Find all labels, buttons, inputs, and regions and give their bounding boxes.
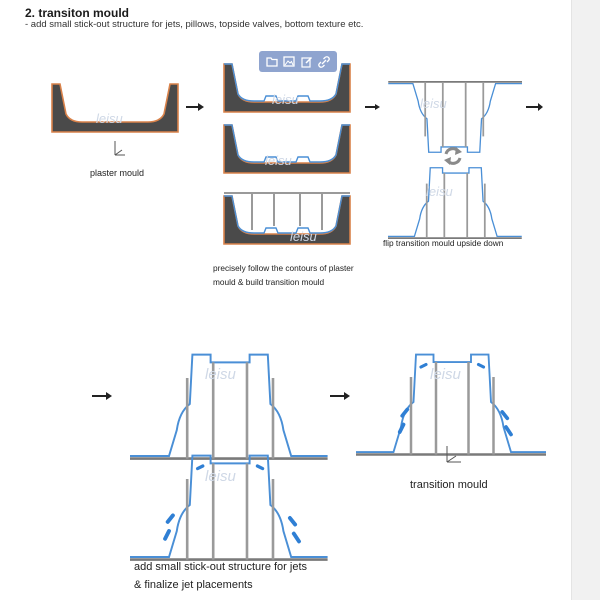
arrow-right-icon [526,103,543,111]
section-title: 2. transiton mould [25,6,130,20]
caption-flip: flip transition mould upside down [383,238,504,248]
svg-text:leisu: leisu [420,96,447,111]
image-toolbar [259,51,337,72]
arrow-right-icon [186,103,204,111]
arrow-right-icon [330,392,350,400]
edit-icon[interactable] [300,55,314,69]
svg-text:leisu: leisu [265,153,292,168]
link-icon[interactable] [317,55,331,69]
caption-jets-line2: & finalize jet placements [134,579,253,591]
caption-transition-mould: transition mould [410,479,488,491]
axis-icon [115,141,125,155]
svg-text:leisu: leisu [290,229,317,244]
rotate-icon [444,147,462,165]
folder-icon[interactable] [265,55,279,69]
image-icon[interactable] [282,55,296,69]
caption-jets-line1: add small stick-out structure for jets [134,561,308,573]
transition-mould-upright [388,168,522,238]
svg-text:leisu: leisu [205,468,236,485]
svg-text:leisu: leisu [205,366,236,383]
caption-plaster-mould: plaster mould [90,168,145,178]
svg-text:leisu: leisu [272,92,299,107]
caption-follow-line2: mould & build transition mould [213,277,325,287]
svg-text:leisu: leisu [426,184,453,199]
watermark-text: leisu [96,111,123,126]
caption-follow-line1: precisely follow the contours of plaster [213,263,354,273]
svg-text:leisu: leisu [430,366,461,383]
section-subtitle: - add small stick-out structure for jets, pillows, topside valves, bottom texture etc. [25,19,364,30]
arrow-right-icon [365,104,380,110]
transition-mould-inverted [388,82,522,152]
mould-stage-3 [224,193,350,244]
arrow-right-icon [92,392,112,400]
